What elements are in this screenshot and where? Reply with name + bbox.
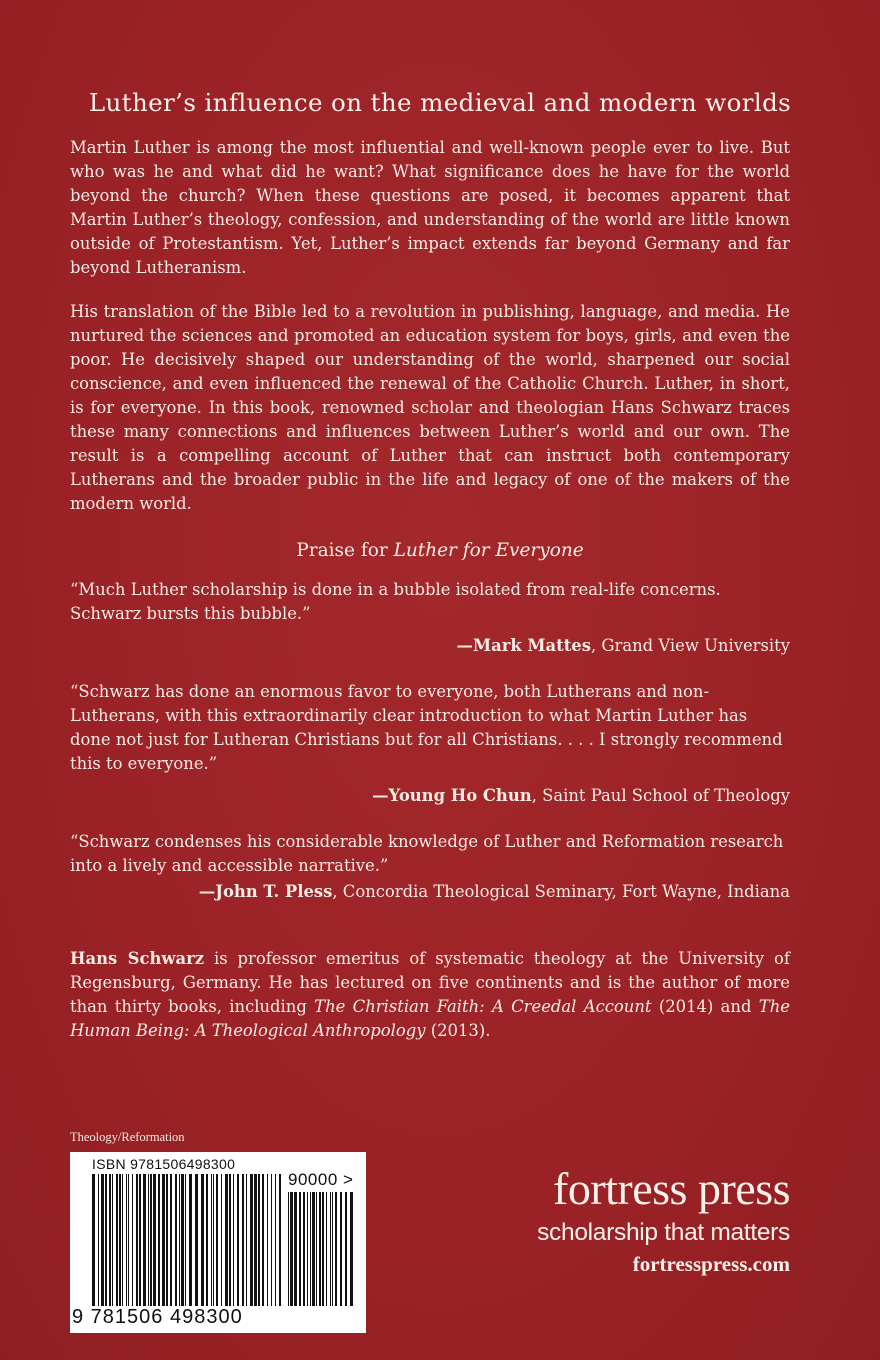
barcode-bar xyxy=(271,1174,272,1306)
barcode-bar xyxy=(132,1174,133,1306)
barcode-bar xyxy=(136,1174,138,1306)
barcode-bar xyxy=(350,1192,353,1306)
barcode-bar xyxy=(98,1174,99,1306)
quote-author: —John T. Pless xyxy=(198,882,333,901)
barcode-bar xyxy=(275,1174,276,1306)
quote-affiliation: , Grand View University xyxy=(590,636,790,655)
barcode-bar xyxy=(288,1192,289,1306)
barcode-bar xyxy=(211,1174,212,1306)
bio-book-title: The Human Being: A Theological Anthropology xyxy=(70,997,790,1040)
praise-heading-book-title: Luther for Everyone xyxy=(393,540,584,561)
author-name: Hans Schwarz xyxy=(70,949,205,968)
publisher-block xyxy=(537,1164,790,1278)
publisher-url[interactable]: fortresspress.com xyxy=(632,1252,790,1276)
barcode-bar xyxy=(139,1174,141,1306)
barcode-bar xyxy=(105,1174,107,1306)
barcode-bar xyxy=(158,1174,160,1306)
barcode-bar xyxy=(92,1174,95,1306)
barcode-bar xyxy=(225,1174,228,1306)
barcode-bar xyxy=(116,1174,118,1306)
barcode-bar xyxy=(150,1174,152,1306)
barcode-bar xyxy=(332,1192,333,1306)
bio-text: is professor emeritus of systematic theology at the University of Regensburg, Germany. He has lectured on five continents and is the author of more than thirty books, including xyxy=(70,949,790,1016)
publisher-tagline: scholarship that matters xyxy=(537,1219,790,1246)
barcode-bar xyxy=(206,1174,208,1306)
quote-attribution xyxy=(70,784,790,808)
quote-affiliation: , Concordia Theological Seminary, Fort Wayne, Indiana xyxy=(332,882,790,901)
author-bio xyxy=(70,947,790,1043)
barcode-bar xyxy=(119,1174,121,1306)
headline: Luther’s influence on the medieval and modern worlds xyxy=(88,88,792,117)
barcode-bar xyxy=(229,1174,231,1306)
category-label: Theology/Reformation xyxy=(70,1130,185,1144)
barcode-bar xyxy=(195,1174,198,1306)
barcode-bar xyxy=(233,1174,234,1306)
barcode-bar xyxy=(126,1174,127,1306)
quote-attribution xyxy=(70,880,790,904)
barcode-bar xyxy=(216,1174,218,1306)
barcode-bar xyxy=(290,1192,293,1306)
praise-heading xyxy=(0,540,880,561)
barcode-bar xyxy=(189,1174,192,1306)
barcode-bar xyxy=(148,1174,149,1306)
barcode-bar xyxy=(319,1192,321,1306)
bio-text: (2014) and xyxy=(651,997,759,1016)
bio-text: (2013). xyxy=(425,1021,491,1040)
barcode-bar xyxy=(213,1174,214,1306)
barcode-addon-bars xyxy=(288,1192,354,1306)
barcode-bar xyxy=(242,1174,244,1306)
barcode-bar xyxy=(326,1192,327,1306)
barcode-bar xyxy=(237,1174,239,1306)
barcode-bar xyxy=(262,1174,264,1306)
quote-text: “Schwarz has done an enormous favor to everyone, both Lutherans and non-Lutherans, with this extraordinarily clear introduction to what Martin Luther has done not just for Lutheran Christians but for all Christians. . . . I strongly recommend this to everyone.” xyxy=(70,682,783,773)
barcode-bar xyxy=(153,1174,156,1306)
barcode-bar xyxy=(185,1174,186,1306)
praise-heading-prefix: Praise for xyxy=(296,540,394,561)
barcode-bar xyxy=(258,1174,260,1306)
description-paragraph-2 xyxy=(70,300,790,516)
barcode-bar xyxy=(303,1192,305,1306)
barcode-bar xyxy=(267,1174,268,1306)
quote-text: “Schwarz condenses his considerable knowledge of Luther and Reformation research into a lively and accessible narrative.” xyxy=(70,832,784,875)
barcode-bar xyxy=(310,1192,311,1306)
barcode-bar xyxy=(299,1192,301,1306)
barcode-bar xyxy=(221,1174,222,1306)
description-text: His translation of the Bible led to a revolution in publishing, language, and media. He nurtured the sciences and promoted an education system for boys, girls, and even the poor. He decisively shaped our understanding of the world, sharpened our social conscience, and even influenced the renewal of the Catholic Church. Luther, in short, is for everyone. In this book, renowned scholar and theologian Hans Schwarz traces these many connections and influences between Luther’s world and our own. The result is a compelling account of Luther that can instruct both contemporary Lutherans and the broader public in the life and legacy of one of the makers of the modern world. xyxy=(70,302,790,513)
quote-author: —Young Ho Chun xyxy=(372,786,532,805)
barcode-bar xyxy=(101,1174,104,1306)
barcode-digits: 9 781506 498300 xyxy=(72,1306,243,1328)
praise-quote xyxy=(70,680,790,808)
bio-book-title: The Christian Faith: A Creedal Account xyxy=(314,997,652,1016)
barcode-bar xyxy=(122,1174,123,1306)
barcode-bar xyxy=(246,1174,247,1306)
publisher-logo: fortress press xyxy=(553,1163,790,1214)
barcode-bar xyxy=(279,1174,281,1306)
barcode-bar xyxy=(128,1174,129,1306)
quote-author: —Mark Mattes xyxy=(456,636,591,655)
isbn-barcode xyxy=(70,1152,366,1333)
barcode-bar xyxy=(175,1174,177,1306)
barcode-bar xyxy=(109,1174,111,1306)
barcode-bar xyxy=(345,1192,347,1306)
barcode-bar xyxy=(254,1174,257,1306)
barcode-bar xyxy=(162,1174,165,1306)
description-paragraph-1 xyxy=(70,136,790,280)
barcode-bar xyxy=(143,1174,146,1306)
praise-quote xyxy=(70,578,790,658)
barcode-bar xyxy=(250,1174,253,1306)
barcode-bar xyxy=(335,1192,337,1306)
barcode-bar xyxy=(181,1174,184,1306)
barcode-bar xyxy=(316,1192,317,1306)
barcode-bar xyxy=(201,1174,204,1306)
barcode-bar xyxy=(294,1192,297,1306)
barcode-bar xyxy=(307,1192,308,1306)
barcode-bar xyxy=(112,1174,113,1306)
barcode-bar xyxy=(330,1192,331,1306)
isbn-label: ISBN 9781506498300 xyxy=(92,1156,236,1172)
barcode-bar xyxy=(340,1192,342,1306)
barcode-bar xyxy=(166,1174,168,1306)
barcode-bar xyxy=(322,1192,324,1306)
quote-attribution xyxy=(70,634,790,658)
barcode-bar xyxy=(312,1192,315,1306)
barcode-bars xyxy=(92,1174,282,1306)
barcode-bar xyxy=(179,1174,180,1306)
barcode-bar xyxy=(170,1174,172,1306)
praise-quote xyxy=(70,830,790,904)
price-code: 90000 > xyxy=(288,1170,354,1189)
quote-affiliation: , Saint Paul School of Theology xyxy=(531,786,790,805)
quote-text: “Much Luther scholarship is done in a bubble isolated from real-life concerns. Schwarz bursts this bubble.” xyxy=(70,580,721,623)
description-text: Martin Luther is among the most influential and well-known people ever to live. But who was he and what did he want? What significance does he have for the world beyond the church? When these questions are posed, it becomes apparent that Martin Luther’s theology, confession, and understanding of the world are little known outside of Protestantism. Yet, Luther’s impact extends far beyond Germany and far beyond Lutheranism. xyxy=(70,138,790,277)
